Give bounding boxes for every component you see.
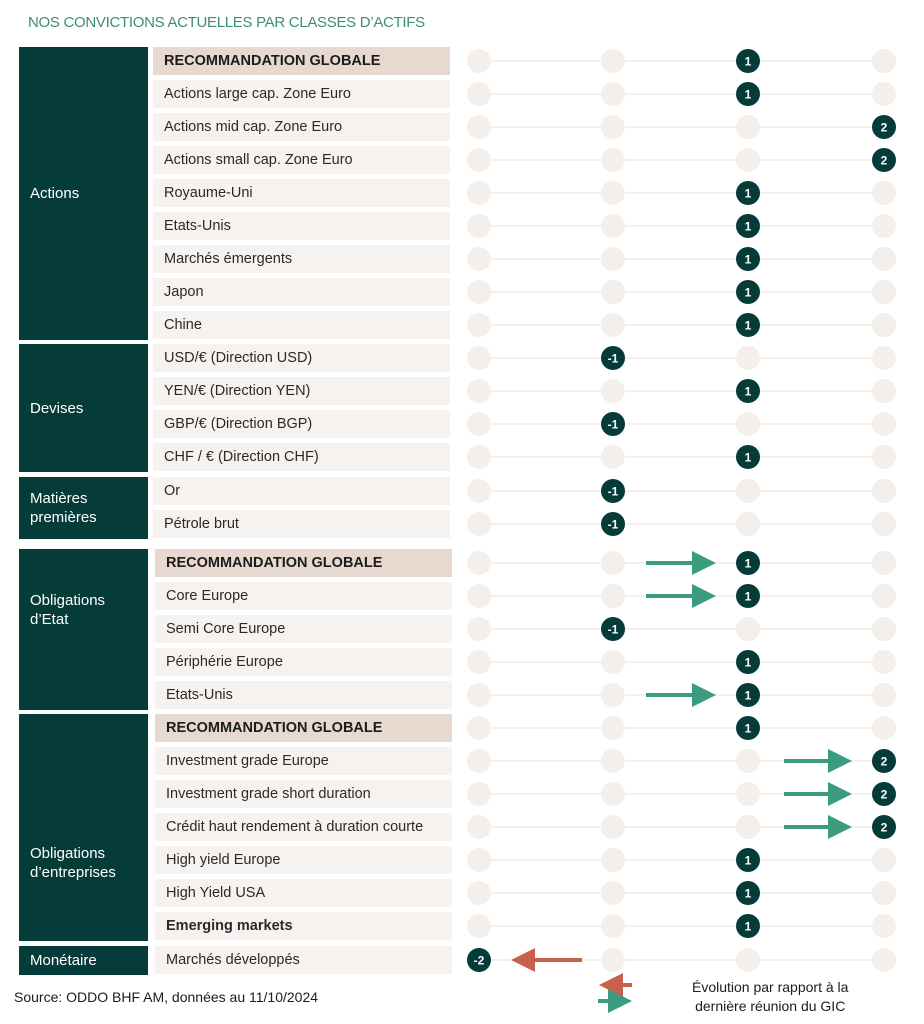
category-label: Obligations d’Etat: [30, 591, 106, 628]
empty-dot: [736, 479, 760, 503]
value-label: 1: [744, 54, 752, 69]
empty-dot: [872, 848, 896, 872]
empty-dot: [601, 148, 625, 172]
empty-dot: [872, 49, 896, 73]
empty-dot: [872, 412, 896, 436]
value-label: 1: [744, 556, 752, 571]
empty-dot: [467, 346, 491, 370]
empty-dot: [467, 214, 491, 238]
empty-dot: [467, 115, 491, 139]
value-label: 1: [744, 87, 752, 102]
value-label: 2: [880, 153, 888, 168]
value-label: -1: [607, 517, 619, 532]
empty-dot: [467, 412, 491, 436]
row-label: Etats-Unis: [153, 212, 450, 240]
empty-dot: [601, 914, 625, 938]
empty-dot: [872, 445, 896, 469]
row-label: Marchés émergents: [153, 245, 450, 273]
empty-dot: [872, 650, 896, 674]
empty-dot: [467, 881, 491, 905]
value-label: 2: [880, 120, 888, 135]
value-label: 2: [880, 787, 888, 802]
row-label: Chine: [153, 311, 450, 339]
category-label: Monétaire: [30, 952, 97, 969]
row-label: Actions small cap. Zone Euro: [153, 146, 450, 174]
empty-dot: [601, 848, 625, 872]
category-label: Actions: [30, 185, 80, 202]
value-label: -1: [607, 484, 619, 499]
value-label: -1: [607, 417, 619, 432]
row-label: High yield Europe: [155, 846, 452, 874]
empty-dot: [467, 280, 491, 304]
empty-dot: [872, 280, 896, 304]
empty-dot: [601, 247, 625, 271]
empty-dot: [467, 313, 491, 337]
empty-dot: [601, 716, 625, 740]
value-label: 2: [880, 820, 888, 835]
empty-dot: [601, 214, 625, 238]
empty-dot: [872, 247, 896, 271]
row-label: Royaume-Uni: [153, 179, 450, 207]
row-label: RECOMMANDATION GLOBALE: [155, 549, 452, 577]
empty-dot: [872, 948, 896, 972]
value-label: -1: [607, 622, 619, 637]
empty-dot: [736, 148, 760, 172]
empty-dot: [467, 479, 491, 503]
row-label: Périphérie Europe: [155, 648, 452, 676]
empty-dot: [872, 82, 896, 106]
empty-dot: [736, 346, 760, 370]
empty-dot: [601, 881, 625, 905]
row-label: RECOMMANDATION GLOBALE: [153, 47, 450, 75]
empty-dot: [601, 948, 625, 972]
value-label: 2: [880, 754, 888, 769]
value-label: -1: [607, 351, 619, 366]
category-label: Obligations d’entreprises: [30, 844, 116, 881]
value-label: -2: [473, 953, 485, 968]
empty-dot: [467, 379, 491, 403]
legend-text: [692, 978, 848, 1016]
source-note: Source: ODDO BHF AM, données au 11/10/2024: [14, 989, 319, 1005]
empty-dot: [467, 247, 491, 271]
value-label: 1: [744, 450, 752, 465]
row-label: Semi Core Europe: [155, 615, 452, 643]
empty-dot: [467, 49, 491, 73]
empty-dot: [467, 782, 491, 806]
empty-dot: [467, 82, 491, 106]
value-label: 1: [744, 318, 752, 333]
empty-dot: [467, 815, 491, 839]
empty-dot: [467, 914, 491, 938]
row-label: Investment grade Europe: [155, 747, 452, 775]
value-label: 1: [744, 721, 752, 736]
empty-dot: [872, 379, 896, 403]
value-label: 1: [744, 384, 752, 399]
row-label: Actions mid cap. Zone Euro: [153, 113, 450, 141]
empty-dot: [601, 782, 625, 806]
row-label: Etats-Unis: [155, 681, 452, 709]
empty-dot: [736, 948, 760, 972]
empty-dot: [736, 749, 760, 773]
empty-dot: [872, 914, 896, 938]
empty-dot: [872, 214, 896, 238]
empty-dot: [601, 280, 625, 304]
value-label: 1: [744, 589, 752, 604]
row-label: Emerging markets: [155, 912, 452, 940]
empty-dot: [601, 584, 625, 608]
empty-dot: [467, 584, 491, 608]
empty-dot: [872, 346, 896, 370]
empty-dot: [872, 716, 896, 740]
row-label: Actions large cap. Zone Euro: [153, 80, 450, 108]
empty-dot: [467, 848, 491, 872]
row-label: Marchés développés: [155, 946, 452, 974]
row-label: Investment grade short duration: [155, 780, 452, 808]
empty-dot: [601, 650, 625, 674]
row-label: Crédit haut rendement à duration courte: [155, 813, 452, 841]
empty-dot: [467, 749, 491, 773]
empty-dot: [872, 881, 896, 905]
empty-dot: [872, 479, 896, 503]
empty-dot: [601, 551, 625, 575]
row-label: USD/€ (Direction USD): [153, 344, 450, 372]
chart-title: NOS CONVICTIONS ACTUELLES PAR CLASSES D’ACTIFS: [28, 14, 425, 31]
empty-dot: [467, 650, 491, 674]
empty-dot: [736, 412, 760, 436]
empty-dot: [601, 445, 625, 469]
value-label: 1: [744, 186, 752, 201]
value-label: 1: [744, 853, 752, 868]
empty-dot: [736, 815, 760, 839]
value-label: 1: [744, 252, 752, 267]
empty-dot: [467, 551, 491, 575]
empty-dot: [601, 749, 625, 773]
empty-dot: [467, 617, 491, 641]
empty-dot: [467, 148, 491, 172]
value-label: 1: [744, 285, 752, 300]
value-label: 1: [744, 886, 752, 901]
empty-dot: [601, 49, 625, 73]
empty-dot: [872, 512, 896, 536]
row-label: Or: [153, 477, 450, 505]
row-label: RECOMMANDATION GLOBALE: [155, 714, 452, 742]
row-label: Pétrole brut: [153, 510, 450, 538]
empty-dot: [467, 716, 491, 740]
empty-dot: [872, 617, 896, 641]
empty-dot: [736, 115, 760, 139]
empty-dot: [601, 379, 625, 403]
empty-dot: [872, 551, 896, 575]
empty-dot: [872, 683, 896, 707]
empty-dot: [601, 815, 625, 839]
row-label: Core Europe: [155, 582, 452, 610]
row-label: GBP/€ (Direction BGP): [153, 410, 450, 438]
value-label: 1: [744, 655, 752, 670]
category-label: Matières premières: [30, 490, 97, 526]
category-label: Devises: [30, 399, 84, 417]
empty-dot: [601, 683, 625, 707]
value-label: 1: [744, 219, 752, 234]
empty-dot: [872, 313, 896, 337]
empty-dot: [601, 181, 625, 205]
row-label: CHF / € (Direction CHF): [153, 443, 450, 471]
empty-dot: [467, 445, 491, 469]
row-label: Japon: [153, 278, 450, 306]
empty-dot: [601, 115, 625, 139]
empty-dot: [467, 683, 491, 707]
empty-dot: [467, 181, 491, 205]
row-label: High Yield USA: [155, 879, 452, 907]
empty-dot: [601, 313, 625, 337]
empty-dot: [872, 584, 896, 608]
value-label: 1: [744, 688, 752, 703]
value-label: 1: [744, 919, 752, 934]
empty-dot: [736, 782, 760, 806]
legend-line-2: dernière réunion du GIC: [695, 998, 846, 1014]
empty-dot: [736, 617, 760, 641]
empty-dot: [467, 512, 491, 536]
empty-dot: [601, 82, 625, 106]
empty-dot: [872, 181, 896, 205]
legend-line-1: Évolution par rapport à la: [692, 979, 849, 995]
row-label: YEN/€ (Direction YEN): [153, 377, 450, 405]
empty-dot: [736, 512, 760, 536]
